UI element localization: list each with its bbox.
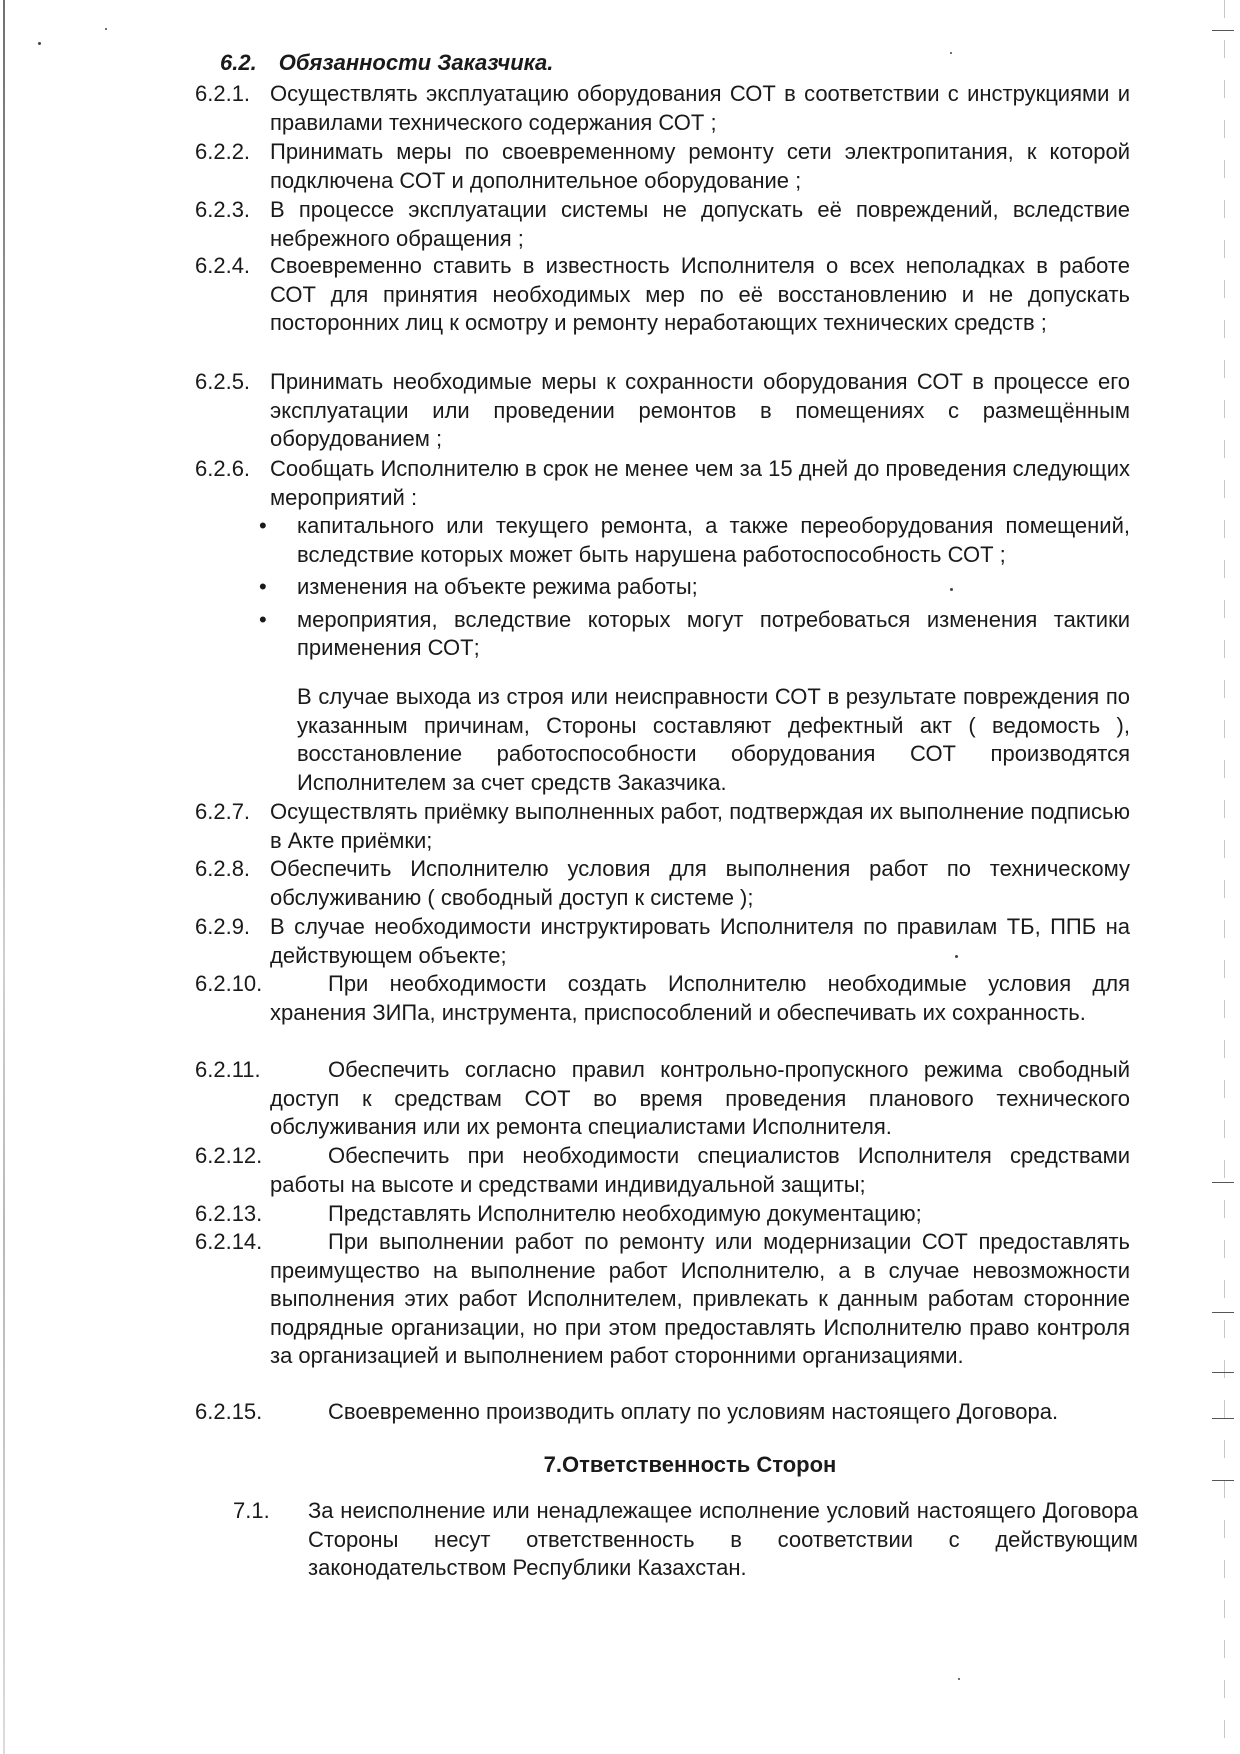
clause-text: Сообщать Исполнителю в срок не менее чем за 15 дней до проведения следующих мероприятий :	[270, 456, 1130, 510]
clause-number: 6.2.10.	[195, 971, 263, 996]
clause-text: Принимать меры по своевременному ремонту сети электропитания, к которой подключена СОТ и дополнительное оборудование ;	[270, 139, 1130, 193]
scan-speck	[958, 1678, 960, 1680]
scan-mark	[1212, 1418, 1234, 1419]
clause-text: При выполнении работ по ремонту или модернизации СОТ предоставлять преимущество на выполнение работ Исполнителю, а в случае невозможности выполнения этих работ Исполнителем, привлекать к данным работам сторонние подрядные организации, но при этом предоставлять Исполнителю право контроля за организацией и выполнением работ сторонними организациями.	[270, 1229, 1130, 1368]
scan-mark	[1212, 1312, 1234, 1313]
bullet-item	[255, 573, 1130, 602]
clause	[195, 1200, 1130, 1229]
clause	[195, 1228, 1130, 1371]
clause	[195, 80, 1130, 137]
clause-number: 6.2.12.	[195, 1143, 263, 1168]
bullet-text: мероприятия, вследствие которых могут потребоваться изменения тактики применения СОТ;	[297, 606, 1130, 660]
clause	[195, 196, 1130, 253]
scan-mark	[1212, 1372, 1234, 1373]
clause-number: 6.2.7.	[195, 799, 251, 824]
clause-number: 6.2.15.	[195, 1399, 263, 1424]
clause-text: Своевременно ставить в известность Исполнителя о всех неполадках в работе СОТ для принятия необходимых мер по её восстановлению и не допускать посторонних лиц к осмотру и ремонту неработающих технических средств ;	[270, 253, 1130, 335]
clause-number: 6.2.5.	[195, 369, 251, 394]
clause-text: Своевременно производить оплату по условиям настоящего Договора.	[328, 1399, 1059, 1424]
scan-edge-right	[1224, 0, 1225, 1754]
clause	[195, 1398, 1130, 1427]
bullet-item	[255, 512, 1130, 569]
clause	[233, 1497, 1138, 1583]
clause-text: Принимать необходимые меры к сохранности оборудования СОТ в процессе его эксплуатации или проведении ремонтов в помещениях с размещённым оборудованием ;	[270, 369, 1130, 451]
clause	[195, 138, 1130, 195]
clause-text: В процессе эксплуатации системы не допускать её повреждений, вследствие небрежного обращения ;	[270, 197, 1130, 251]
clause-text: Обеспечить Исполнителю условия для выполнения работ по техническому обслуживанию ( свободный доступ к системе );	[270, 856, 1130, 910]
clause	[195, 252, 1130, 338]
clause-text: Обеспечить согласно правил контрольно-пропускного режима свободный доступ к средствам СОТ во время проведения планового технического обслуживания или их ремонта специалистами Исполнителя.	[270, 1057, 1130, 1139]
bullet-item	[255, 606, 1130, 663]
clause-text: Осуществлять приёмку выполненных работ, подтверждая их выполнение подписью в Акте приёмки;	[270, 799, 1130, 853]
chapter-title: 7.Ответственность Сторон	[543, 1452, 837, 1477]
clause-text: В случае необходимости инструктировать Исполнителя по правилам ТБ, ППБ на действующем объекте;	[270, 914, 1130, 968]
clause-text: При необходимости создать Исполнителю необходимые условия для хранения ЗИПа, инструмента, приспособлений и обеспечивать их сохранность.	[270, 971, 1130, 1025]
clause-text: За неисполнение или ненадлежащее исполнение условий настоящего Договора Стороны несут ответственность в соответствии с действующим законодательством Республики Казахстан.	[308, 1498, 1138, 1580]
clause-text: Представлять Исполнителю необходимую документацию;	[328, 1201, 922, 1226]
clause	[195, 913, 1130, 970]
scan-edge-left	[3, 0, 5, 1754]
clause-number: 6.2.14.	[195, 1229, 263, 1254]
clause	[195, 368, 1130, 454]
clause	[195, 855, 1130, 912]
section-heading	[220, 50, 553, 76]
bullet-text: капитального или текущего ремонта, а также переоборудования помещений, вследствие которых может быть нарушена работоспособность СОТ ;	[297, 513, 1130, 567]
clause-note: В случае выхода из строя или неисправности СОТ в результате повреждения по указанным причинам, Стороны составляют дефектный акт ( ведомость ), восстановление работоспособности оборудования СОТ производятся Исполнителем за счет средств Заказчика.	[297, 684, 1130, 795]
clause-number: 7.1.	[233, 1498, 270, 1523]
bullet-text: изменения на объекте режима работы;	[297, 574, 698, 599]
scan-speck	[38, 42, 41, 45]
scan-speck	[105, 28, 107, 30]
bullet-list	[255, 512, 1130, 664]
section-number: 6.2.	[220, 50, 257, 75]
clause-number: 6.2.13.	[195, 1201, 263, 1226]
clause-number: 6.2.6.	[195, 456, 251, 481]
clause	[195, 798, 1130, 855]
scan-mark	[1212, 1182, 1234, 1183]
clause-number: 6.2.2.	[195, 139, 251, 164]
clause-text: Обеспечить при необходимости специалистов Исполнителя средствами работы на высоте и средствами индивидуальной защиты;	[270, 1143, 1130, 1197]
clause-number: 6.2.1.	[195, 81, 251, 106]
clause-number: 6.2.8.	[195, 856, 251, 881]
bullet-dot: •	[259, 606, 267, 632]
clause	[195, 970, 1130, 1027]
clause-text: Осуществлять эксплуатацию оборудования СОТ в соответствии с инструкциями и правилами технического содержания СОТ ;	[270, 81, 1130, 135]
scan-speck	[950, 52, 952, 54]
bullet-dot: •	[259, 574, 267, 599]
clause-number: 6.2.9.	[195, 914, 251, 939]
clause	[195, 1142, 1130, 1199]
clause-number: 6.2.3.	[195, 197, 251, 222]
scan-mark	[1212, 30, 1234, 31]
bullet-dot: •	[259, 513, 267, 538]
clause	[195, 455, 1130, 512]
clause	[195, 1056, 1130, 1142]
clause-number: 6.2.4.	[195, 253, 251, 278]
clause-number: 6.2.11.	[195, 1057, 261, 1082]
section-title: Обязанности Заказчика.	[278, 50, 554, 75]
scan-mark	[1212, 1480, 1234, 1481]
